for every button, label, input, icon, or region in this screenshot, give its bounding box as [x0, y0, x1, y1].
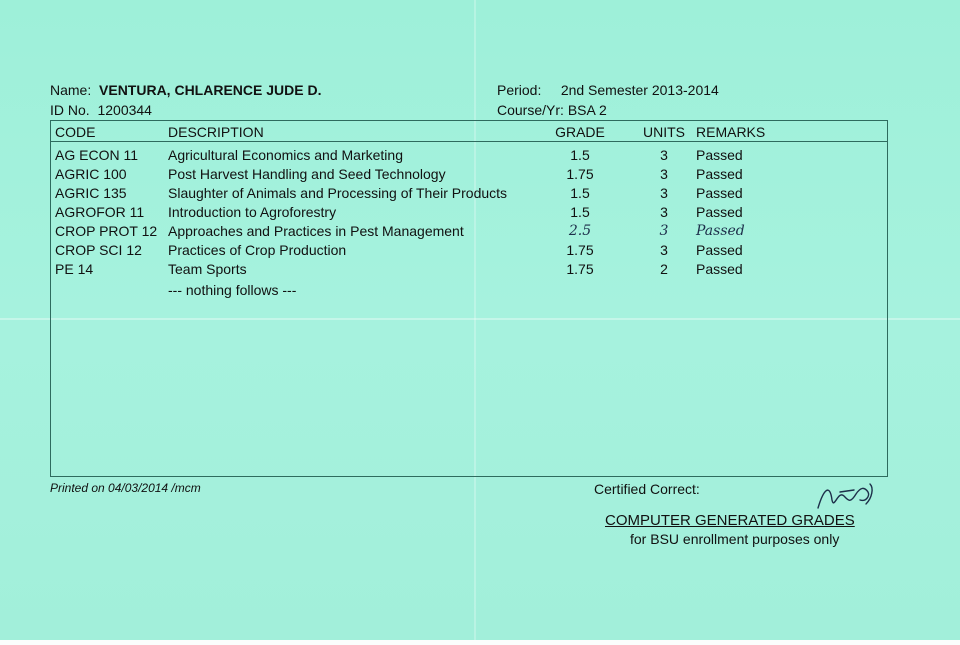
- course-value: BSA 2: [567, 102, 607, 118]
- row-code: AGROFOR 11: [55, 204, 145, 220]
- enrollment-purpose-note: for BSU enrollment purposes only: [630, 531, 840, 547]
- table-row: [51, 147, 887, 166]
- row-remarks: Passed: [696, 185, 743, 201]
- header-remarks: REMARKS: [696, 124, 766, 140]
- name-line: [50, 82, 321, 98]
- header-grade: GRADE: [555, 124, 605, 140]
- certified-correct: Certified Correct:: [594, 481, 700, 497]
- row-grade: 1.75: [566, 242, 594, 258]
- row-grade: 1.5: [570, 147, 590, 163]
- row-grade: 1.75: [566, 166, 594, 182]
- period-label: Period:: [497, 82, 542, 98]
- table-row: [51, 223, 887, 242]
- course-line: [497, 102, 607, 118]
- row-remarks: Passed: [696, 261, 743, 277]
- row-description: Team Sports: [168, 261, 247, 277]
- header-description: DESCRIPTION: [168, 124, 264, 140]
- row-grade: 1.75: [566, 261, 594, 277]
- header-units: UNITS: [643, 124, 685, 140]
- table-header-row: [51, 121, 887, 142]
- name-label: Name:: [50, 82, 92, 98]
- nothing-follows-note: --- nothing follows ---: [168, 282, 297, 298]
- row-description: Practices of Crop Production: [168, 242, 347, 258]
- period-line: [497, 82, 719, 98]
- row-remarks-handwritten: Passed: [696, 223, 745, 239]
- row-units: 3: [660, 166, 668, 182]
- row-description: Agricultural Economics and Marketing: [168, 147, 403, 163]
- row-units: 3: [660, 242, 668, 258]
- student-name: VENTURA, CHLARENCE JUDE D.: [99, 82, 322, 98]
- row-code: CROP SCI 12: [55, 242, 142, 258]
- row-units: 3: [660, 185, 668, 201]
- grades-table: [50, 120, 888, 477]
- row-description: Post Harvest Handling and Seed Technology: [168, 166, 446, 182]
- row-units: 2: [660, 261, 668, 277]
- row-units: 3: [660, 147, 668, 163]
- row-code: PE 14: [55, 261, 94, 277]
- row-grade: 1.5: [570, 185, 590, 201]
- row-grade: 1.5: [570, 204, 590, 220]
- row-code: CROP PROT 12: [55, 223, 158, 239]
- row-code: AGRIC 100: [55, 166, 127, 182]
- end-note-row: [51, 282, 887, 301]
- row-remarks: Passed: [696, 166, 743, 182]
- header-code: CODE: [55, 124, 96, 140]
- table-row: [51, 242, 887, 261]
- id-line: [50, 102, 152, 118]
- table-row: [51, 261, 887, 280]
- course-label: Course/Yr:: [497, 102, 564, 118]
- period-value: 2nd Semester 2013-2014: [560, 82, 719, 98]
- id-label: ID No.: [50, 102, 90, 118]
- table-row: [51, 166, 887, 185]
- row-description: Introduction to Agroforestry: [168, 204, 337, 220]
- row-units: 3: [660, 204, 668, 220]
- row-code: AG ECON 11: [55, 147, 138, 163]
- row-code: AGRIC 135: [55, 185, 127, 201]
- printed-date: Printed on 04/03/2014 /mcm: [50, 481, 201, 495]
- row-remarks: Passed: [696, 204, 743, 220]
- row-units-handwritten: 3: [659, 223, 669, 239]
- row-description: Approaches and Practices in Pest Management: [168, 223, 464, 239]
- table-row: [51, 204, 887, 223]
- student-id: 1200344: [97, 102, 152, 118]
- row-remarks: Passed: [696, 242, 743, 258]
- row-remarks: Passed: [696, 147, 743, 163]
- row-description: Slaughter of Animals and Processing of Their Products: [168, 185, 508, 201]
- table-row: [51, 185, 887, 204]
- computer-generated-grades: COMPUTER GENERATED GRADES: [605, 512, 855, 529]
- row-grade-handwritten: 2.5: [568, 223, 592, 239]
